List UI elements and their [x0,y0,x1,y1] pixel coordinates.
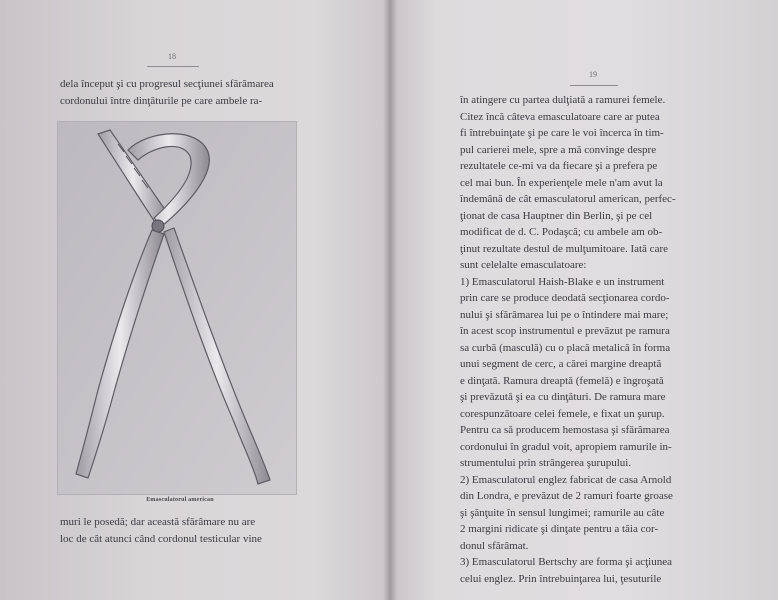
emasculator-illustration [58,122,296,494]
text-line: şi şănţuite în sensul lungimei; ramurile au câte [460,506,665,519]
text-line: nului şi sfărâmarea lui pe o întindere mai mare; [460,308,669,321]
text-line: cordonului între dinţăturile pe care ambele ra- [60,94,263,107]
text-line: dela început şi cu progresul secţiunei sfărâmarea [60,78,274,90]
right-page-number: 19 [589,70,597,79]
right-page-text [460,92,716,587]
text-line: şi prevăzută şi ea cu dinţături. De ramura mare [460,391,666,403]
left-header-rule [147,66,199,67]
book-gutter [383,0,397,600]
text-line: sa curbă (masculă) cu o placă metalică în forma [460,341,671,354]
left-page-number: 18 [168,52,176,61]
text-line: fi întrebuinţate şi pe care le voi încerca în tim- [460,127,664,139]
text-line: pul carierei mele, spre a mă convinge despre [460,143,657,156]
text-line: cel mai bun. În experienţele mele n'am avut la [460,176,663,189]
text-line: loc de cât atunci când cordonul testicular vine [60,532,262,545]
text-line: muri le posedă; dar această sfărâmare nu are [60,516,256,528]
left-top-paragraph [60,76,304,109]
text-line: 2) Emasculatorul englez fabricat de casa Arnold [460,473,672,486]
text-line: e dinţată. Ramura dreaptă (femelă) e îngroşată [460,374,664,387]
text-line: în atingere cu partea dulţiată a ramurei femele. [460,94,666,106]
instrument-figure [57,121,297,495]
figure-caption: Emasculatorul american [146,497,214,503]
text-line: Citez încă câteva emasculatoare care ar putea [460,110,660,123]
text-line: 3) Emasculatorul Bertschy are forma şi acţiunea [460,556,672,568]
text-line: celui englez. Prin întrebuinţarea lui, ţesuturile [460,572,662,585]
text-line: rezultatele ce-mi va da fiecare şi a prefera pe [460,160,658,172]
text-line: prin care se produce deodată secţionarea cordo- [460,292,670,304]
right-header-rule [570,85,618,86]
left-bottom-paragraph [60,514,304,547]
text-line: ţionat de casa Hauptner din Berlin, şi pe cel [460,209,653,222]
text-line: modificat de d. C. Podaşcă; cu ambele am ob- [460,226,663,238]
text-line: îndemână de cât emasculatorul american, perfec- [460,193,676,205]
text-line: strumentului prin strângerea şurupului. [460,457,632,469]
text-line: unui segment de cerc, a cărei margine dreaptă [460,358,662,370]
text-line: 1) Emasculatorul Haish-Blake e un instrument [460,275,665,288]
text-line: în acest scop instrumentul e prevăzut pe ramura [460,325,670,337]
text-line: din Londra, e prevăzut de 2 ramuri foarte groase [460,490,673,502]
text-line: corespunzătoare celei femele, e fixat un şurup. [460,407,665,420]
text-line: cordonului în gradul voit, apropiem ramurile in- [460,440,672,453]
text-line: sunt celelalte emasculatoare: [460,259,587,271]
text-line: Pentru ca să producem hemostasa şi sfărâmarea [460,424,670,436]
text-line: ţinut rezultate destul de mulţumitoare. Iată care [460,242,668,255]
text-line: donul sfărâmat. [460,539,529,552]
text-line: 2 margini ridicate şi dinţate pentru a tăia cor- [460,523,659,535]
